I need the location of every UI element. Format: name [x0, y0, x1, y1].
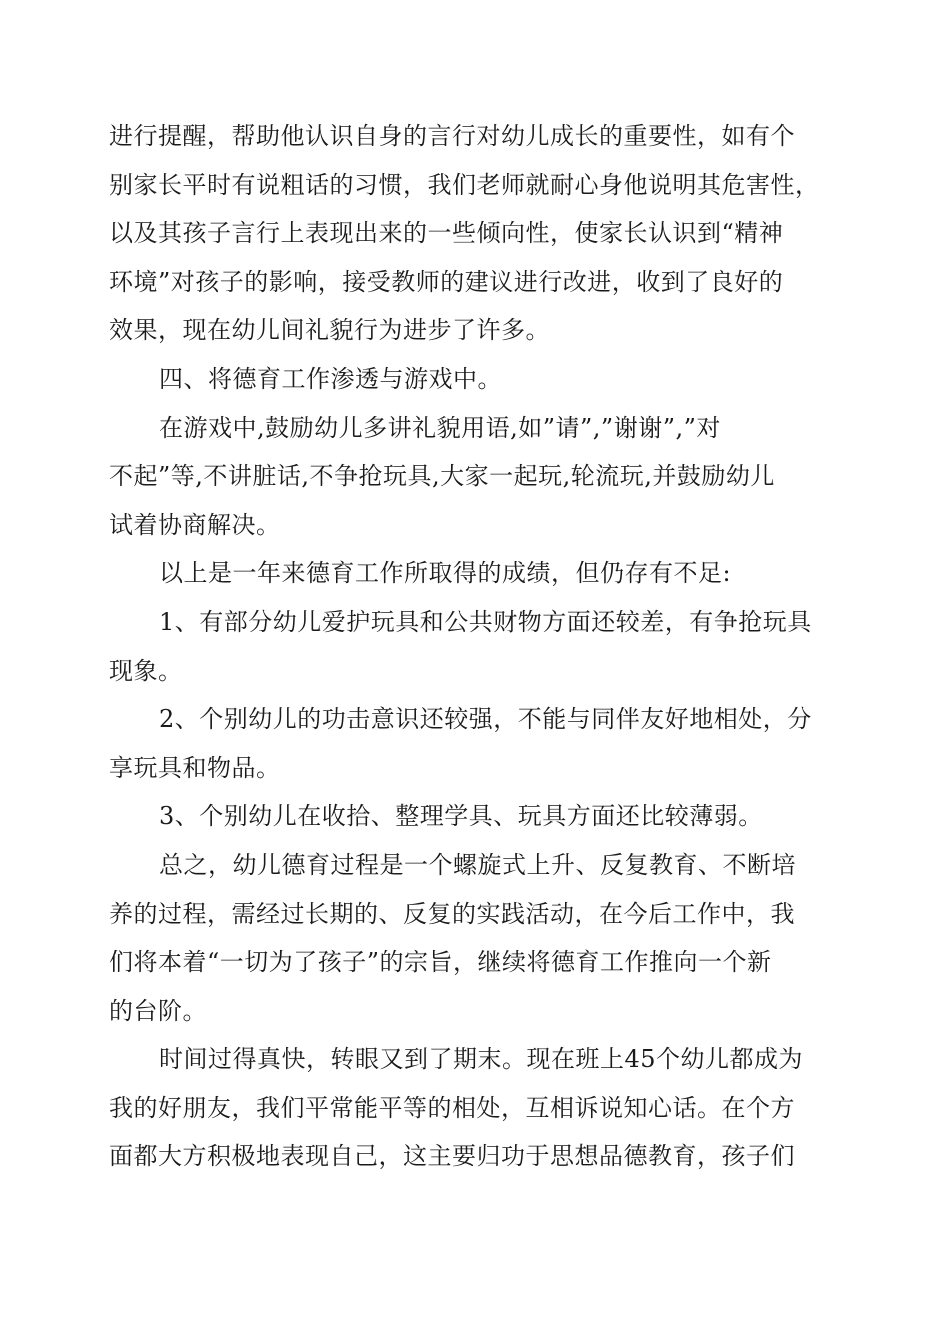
text-line: 总之，幼儿德育过程是一个螺旋式上升、反复教育、不断培	[159, 850, 796, 879]
text-line: 环境”对孩子的影响，接受教师的建议进行改进，收到了良好的	[109, 267, 784, 296]
text-line: 1、有部分幼儿爱护玩具和公共财物方面还较差，有争抢玩具	[159, 607, 812, 636]
text-line: 现象。	[109, 656, 183, 685]
text-line: 别家长平时有说粗话的习惯，我们老师就耐心身他说明其危害性，	[109, 170, 820, 199]
text-line: 在游戏中,鼓励幼儿多讲礼貌用语,如”请”,”谢谢”,”对	[159, 413, 721, 442]
text-line: 养的过程，需经过长期的、反复的实践活动，在今后工作中，我	[109, 899, 795, 928]
text-line: 试着协商解决。	[109, 510, 281, 539]
document-body	[109, 112, 849, 1181]
text-line: 四、将德育工作渗透与游戏中。	[159, 364, 502, 393]
text-line: 们将本着“一切为了孩子”的宗旨，继续将德育工作推向一个新	[109, 948, 772, 977]
text-line: 进行提醒，帮助他认识自身的言行对幼儿成长的重要性，如有个	[109, 122, 795, 150]
text-line: 享玩具和物品。	[109, 753, 281, 782]
text-line: 面都大方积极地表现自己，这主要归功于思想品德教育，孩子们	[109, 1142, 795, 1171]
text-line: 2、个别幼儿的功击意识还较强，不能与同伴友好地相处，分	[159, 705, 812, 734]
text-line: 效果，现在幼儿间礼貌行为进步了许多。	[109, 316, 550, 345]
text-line: 不起”等,不讲脏话,不争抢玩具,大家一起玩,轮流玩,并鼓励幼儿	[109, 462, 775, 491]
text-line: 时间过得真快，转眼又到了期末。现在班上45个幼儿都成为	[159, 1045, 804, 1074]
text-line: 的台阶。	[109, 996, 207, 1025]
text-line: 3、个别幼儿在收拾、整理学具、玩具方面还比较薄弱。	[159, 802, 763, 831]
text-line: 我的好朋友，我们平常能平等的相处，互相诉说知心话。在个方	[109, 1093, 795, 1122]
text-line: 以及其孩子言行上表现出来的一些倾向性，使家长认识到“精神	[109, 219, 784, 248]
text-line: 以上是一年来德育工作所取得的成绩，但仍存有不足:	[159, 559, 732, 588]
